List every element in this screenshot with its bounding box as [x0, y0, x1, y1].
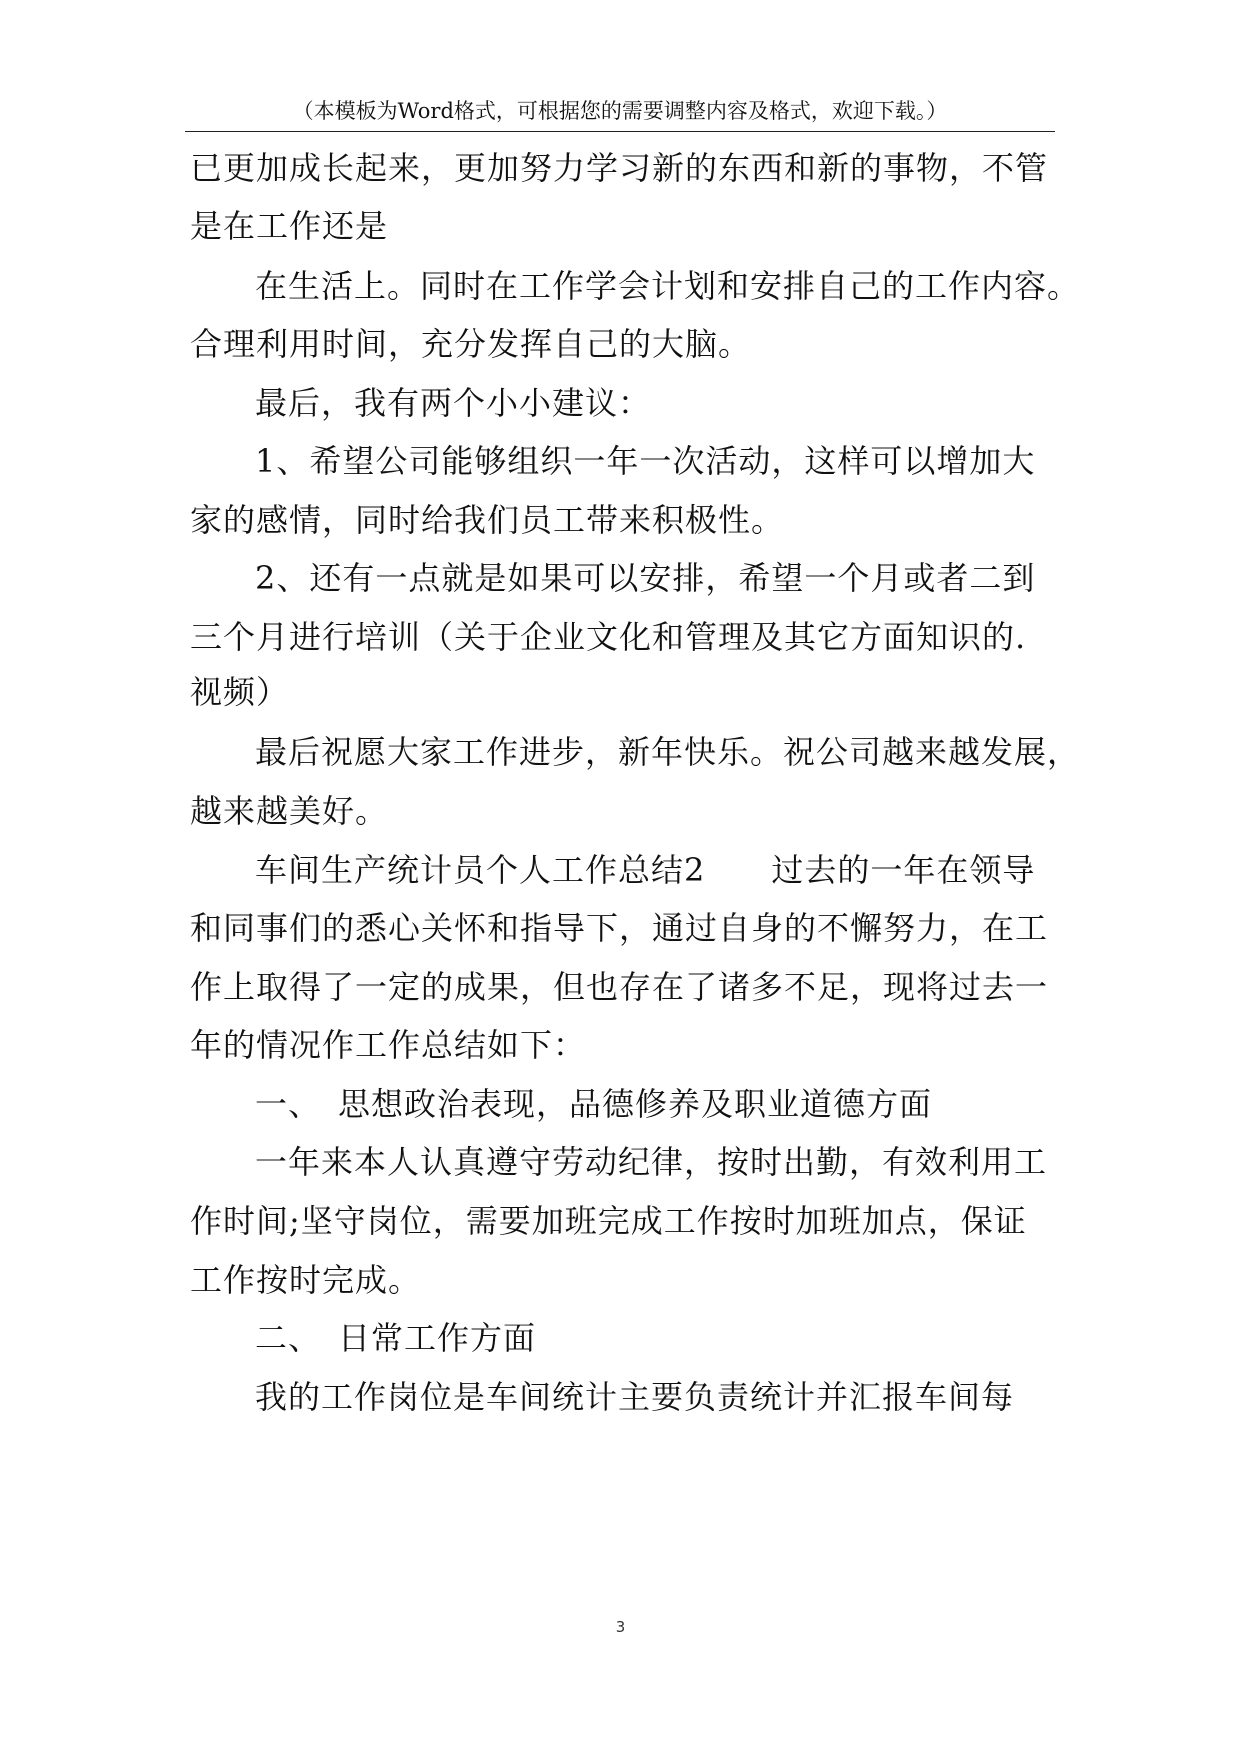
body-line: 车间生产统计员个人工作总结2 过去的一年在领导: [255, 851, 1036, 889]
template-header-note: （本模板为Word格式，可根据您的需要调整内容及格式，欢迎下载。）: [292, 99, 948, 123]
body-line: 工作按时完成。: [190, 1261, 422, 1299]
body-line: 作上取得了一定的成果，但也存在了诸多不足，现将过去一: [190, 968, 1049, 1006]
body-line: 最后祝愿大家工作进步，新年快乐。祝公司越来越发展，: [255, 733, 1081, 771]
body-line: 在生活上。同时在工作学会计划和安排自己的工作内容。: [255, 267, 1081, 305]
body-line: 是在工作还是: [190, 207, 389, 245]
body-line: 2、还有一点就是如果可以安排，希望一个月或者二到: [255, 559, 1036, 597]
body-line: 年的情况作工作总结如下：: [190, 1026, 587, 1064]
page-number: 3: [615, 1618, 626, 1636]
body-line: 一年来本人认真遵守劳动纪律，按时出勤，有效利用工: [255, 1143, 1048, 1181]
body-line: 我的工作岗位是车间统计主要负责统计并汇报车间每: [255, 1378, 1015, 1416]
body-line: 最后，我有两个小小建议：: [255, 384, 652, 422]
body-line: 合理利用时间，充分发挥自己的大脑。: [190, 325, 752, 363]
body-line: 视频）: [190, 673, 290, 711]
body-line: 三个月进行培训（关于企业文化和管理及其它方面知识的.: [190, 618, 1027, 656]
body-line: 家的感情，同时给我们员工带来积极性。: [190, 501, 785, 539]
body-line: 和同事们的悉心关怀和指导下，通过自身的不懈努力，在工: [190, 909, 1049, 947]
header-divider: [185, 131, 1055, 132]
section-heading: 二、 日常工作方面: [255, 1319, 537, 1357]
body-line: 作时间;坚守岗位，需要加班完成工作按时加班加点，保证: [190, 1202, 1027, 1240]
body-line: 已更加成长起来，更加努力学习新的东西和新的事物，不管: [190, 149, 1049, 187]
body-line: 越来越美好。: [190, 792, 389, 830]
section-heading: 一、 思想政治表现，品德修养及职业道德方面: [255, 1085, 933, 1123]
body-line: 1、希望公司能够组织一年一次活动，这样可以增加大: [255, 442, 1036, 480]
